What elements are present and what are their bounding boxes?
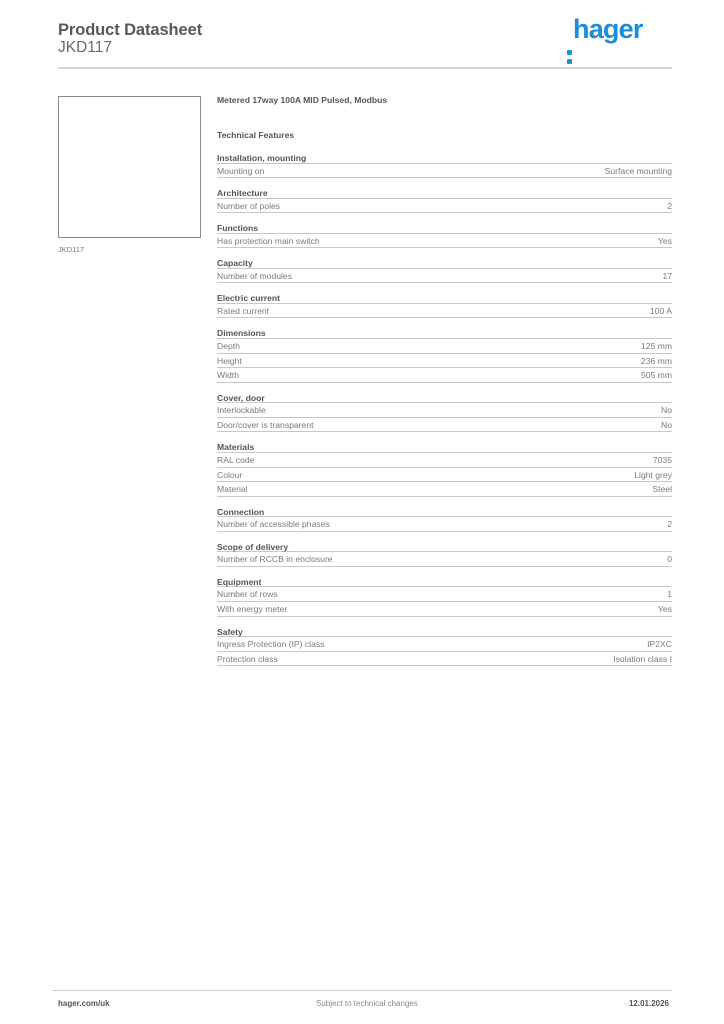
feature-value: Surface mounting: [604, 165, 672, 176]
feature-group-title: Scope of delivery: [217, 542, 672, 553]
feature-value: 0: [667, 554, 672, 565]
feature-group-title: Cover, door: [217, 393, 672, 404]
feature-group: [217, 627, 672, 667]
feature-group: [217, 223, 672, 248]
feature-group-title: Materials: [217, 442, 672, 453]
section-title: Technical Features: [217, 130, 295, 140]
feature-label: Interlockable: [217, 405, 266, 416]
feature-row: [217, 164, 672, 179]
feature-row: [217, 368, 672, 383]
feature-label: Number of modules: [217, 270, 292, 281]
feature-label: Door/cover is transparent: [217, 419, 314, 430]
feature-group-title: Functions: [217, 223, 672, 234]
feature-value: 1: [667, 589, 672, 600]
feature-row: [217, 234, 672, 249]
feature-label: Protection class: [217, 653, 278, 664]
logo-text: hager: [573, 14, 643, 44]
feature-label: Mounting on: [217, 165, 265, 176]
feature-group: [217, 507, 672, 532]
feature-group-title: Capacity: [217, 258, 672, 269]
feature-group: [217, 577, 672, 617]
feature-label: Number of poles: [217, 200, 281, 211]
feature-value: 17: [662, 270, 672, 281]
footer-website-link[interactable]: hager.com/uk: [58, 999, 110, 1008]
technical-content: [217, 95, 672, 676]
feature-row: [217, 552, 672, 567]
feature-row: [217, 199, 672, 214]
feature-row: [217, 339, 672, 354]
feature-value: Yes: [657, 604, 672, 614]
feature-value: 2: [667, 200, 672, 211]
feature-group: [217, 393, 672, 433]
feature-row: [217, 602, 672, 617]
feature-value: Yes: [657, 235, 672, 246]
feature-row: [217, 453, 672, 468]
feature-value: 505 mm: [640, 370, 672, 381]
feature-group-title: Connection: [217, 507, 672, 518]
page-title: Product Datasheet: [58, 21, 203, 39]
feature-row: [217, 652, 672, 667]
feature-label: Has protection main switch: [217, 235, 320, 246]
feature-value: 236 mm: [640, 355, 672, 366]
feature-label: Rated current: [217, 305, 270, 316]
feature-label: Colour: [217, 469, 243, 480]
header-divider: [58, 67, 672, 69]
feature-row: [217, 418, 672, 433]
feature-value: 125 mm: [640, 340, 672, 351]
feature-value: No: [661, 419, 672, 430]
hager-logo: [566, 14, 643, 45]
feature-value: No: [661, 405, 672, 416]
feature-row: [217, 468, 672, 483]
feature-row: [217, 304, 672, 319]
feature-group-title: Safety: [217, 627, 672, 638]
feature-group-title: Dimensions: [217, 328, 672, 339]
footer-notice: Subject to technical changes: [316, 999, 418, 1008]
feature-value: Steel: [652, 484, 672, 495]
feature-label: Depth: [217, 340, 240, 351]
feature-group: [217, 258, 672, 283]
footer-divider: [52, 990, 672, 991]
feature-label: With energy meter: [217, 604, 288, 614]
feature-label: Number of accessible phases: [217, 519, 330, 530]
feature-groups: [217, 153, 672, 666]
feature-label: RAL code: [217, 454, 255, 465]
footer-date: 12.01.2026: [628, 999, 669, 1008]
feature-value: Isolation class I: [613, 653, 672, 664]
product-code: JKD117: [58, 39, 112, 56]
feature-label: Ingress Protection (IP) class: [217, 639, 325, 650]
feature-value: IP2XC: [647, 639, 672, 650]
feature-row: [217, 269, 672, 284]
feature-group-title: Equipment: [217, 577, 672, 588]
feature-value: 7035: [652, 454, 672, 465]
feature-group: [217, 153, 672, 178]
feature-row: [217, 403, 672, 418]
product-image-caption: JKD117: [58, 245, 85, 254]
feature-group: [217, 328, 672, 382]
feature-group: [217, 442, 672, 496]
feature-value: 100 A: [650, 305, 672, 316]
feature-group-title: Electric current: [217, 293, 672, 304]
feature-row: [217, 482, 672, 497]
product-name: Metered 17way 100A MID Pulsed, Modbus: [217, 95, 388, 105]
feature-row: [217, 354, 672, 369]
feature-group-title: Installation, mounting: [217, 153, 672, 164]
feature-row: [217, 637, 672, 652]
feature-label: Material: [217, 484, 248, 495]
product-image-placeholder: [58, 96, 201, 238]
feature-group: [217, 542, 672, 567]
feature-group: [217, 293, 672, 318]
feature-value: 2: [667, 519, 672, 530]
feature-value: Light grey: [634, 469, 672, 480]
feature-label: Width: [217, 370, 239, 381]
feature-group-title: Architecture: [217, 188, 672, 199]
feature-label: Height: [217, 355, 242, 366]
feature-group: [217, 188, 672, 213]
feature-row: [217, 587, 672, 602]
feature-row: [217, 517, 672, 532]
feature-label: Number of rows: [217, 589, 278, 600]
feature-label: Number of RCCB in enclosure: [217, 554, 333, 565]
